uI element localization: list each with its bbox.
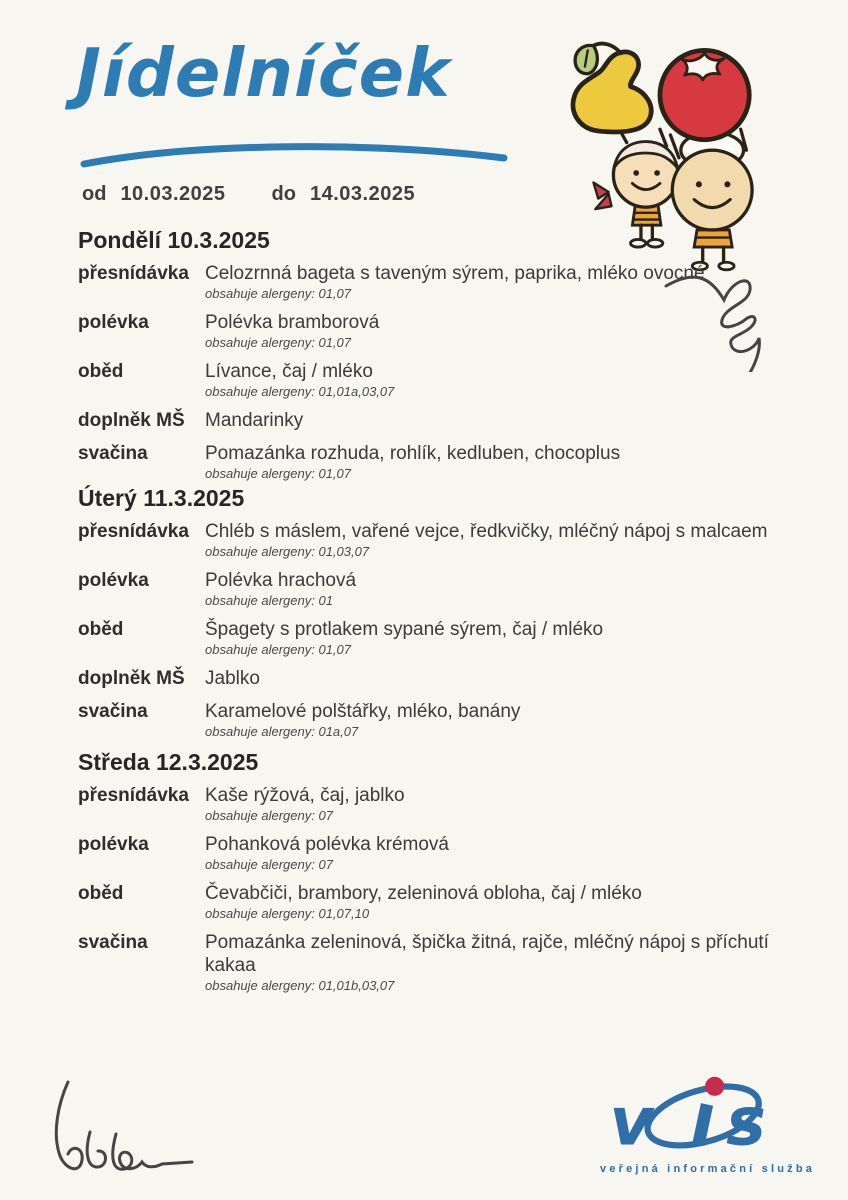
day-section-tuesday xyxy=(78,484,800,749)
meal-label: svačina xyxy=(78,443,148,464)
vis-logo-subtitle: veřejná informační služba xyxy=(600,1163,816,1175)
menu-row xyxy=(78,442,800,481)
meal-label: přesnídávka xyxy=(78,263,189,284)
meal-label: svačina xyxy=(78,932,148,953)
meal-text: Polévka bramborová xyxy=(205,312,380,333)
meal-label: svačina xyxy=(78,701,148,722)
menu-row xyxy=(78,667,800,690)
date-to-label: do xyxy=(271,183,296,205)
page-title: Jídelníček xyxy=(76,34,451,112)
menu-row xyxy=(78,882,800,921)
menu-row xyxy=(78,784,800,823)
pear-icon xyxy=(573,44,651,132)
meal-allergens: obsahuje alergeny: 01,07 xyxy=(205,466,352,481)
meal-text: Kaše rýžová, čaj, jablko xyxy=(205,785,405,806)
menu-row xyxy=(78,409,800,432)
meal-allergens: obsahuje alergeny: 01,07 xyxy=(205,335,352,350)
meal-text: Lívance, čaj / mléko xyxy=(205,361,373,382)
meal-label: oběd xyxy=(78,361,124,382)
menu-row xyxy=(78,931,800,993)
title-underline-swoosh xyxy=(78,138,510,172)
vis-logo-letter-v: v xyxy=(609,1082,654,1158)
meal-allergens: obsahuje alergeny: 07 xyxy=(205,857,333,872)
date-from-value: 10.03.2025 xyxy=(120,183,226,205)
tomato-icon xyxy=(660,50,749,139)
meal-label: polévka xyxy=(78,312,149,333)
meal-text: Jablko xyxy=(205,668,260,689)
date-from-label: od xyxy=(82,183,107,205)
meal-allergens: obsahuje alergeny: 01,03,07 xyxy=(205,544,370,559)
meal-allergens: obsahuje alergeny: 01,07,10 xyxy=(205,906,370,921)
meal-allergens: obsahuje alergeny: 01,07 xyxy=(205,642,352,657)
day-heading: Úterý 11.3.2025 xyxy=(78,485,245,511)
meal-allergens: obsahuje alergeny: 01 xyxy=(205,593,333,608)
meal-allergens: obsahuje alergeny: 01,01b,03,07 xyxy=(205,978,395,993)
meal-text: Karamelové polštářky, mléko, banány xyxy=(205,701,521,722)
meal-text: Mandarinky xyxy=(205,410,304,431)
menu-row xyxy=(78,520,800,559)
vis-logo-block xyxy=(600,1072,814,1175)
meal-text: Polévka hrachová xyxy=(205,570,357,591)
menu-row xyxy=(78,569,800,608)
meal-allergens: obsahuje alergeny: 01,01a,03,07 xyxy=(205,384,395,399)
date-to-value: 14.03.2025 xyxy=(309,183,416,205)
meal-text: Celozrnná bageta s taveným sýrem, paprika, mléko ovocné xyxy=(205,263,705,284)
signature-handwritten-left xyxy=(34,1076,234,1194)
meal-label: přesnídávka xyxy=(78,521,189,542)
meal-label: polévka xyxy=(78,834,149,855)
date-range xyxy=(82,183,415,206)
menu-row xyxy=(78,700,800,739)
menu-row xyxy=(78,618,800,657)
meal-label: oběd xyxy=(78,883,124,904)
meal-allergens: obsahuje alergeny: 01a,07 xyxy=(205,724,359,739)
meal-label: doplněk MŠ xyxy=(78,668,185,689)
vis-logo-letter-i-stem xyxy=(698,1104,707,1144)
vis-logo-letter-s: s xyxy=(726,1082,766,1158)
meal-text: Pomazánka rozhuda, rohlík, kedluben, chocoplus xyxy=(205,443,621,464)
meal-label: oběd xyxy=(78,619,124,640)
day-heading: Středa 12.3.2025 xyxy=(78,749,259,775)
meal-text: Pomazánka zeleninová, špička žitná, rajče, mléčný nápoj s příchutí kakaa xyxy=(205,932,769,976)
meal-text: Pohanková polévka krémová xyxy=(205,834,449,855)
vis-logo-red-dot xyxy=(705,1077,724,1096)
day-heading: Pondělí 10.3.2025 xyxy=(78,227,270,253)
meal-label: přesnídávka xyxy=(78,785,189,806)
vis-logo xyxy=(601,1072,813,1158)
meal-text: Špagety s protlakem sypané sýrem, čaj / mléko xyxy=(205,619,604,640)
meal-text: Chléb s máslem, vařené vejce, ředkvičky, mléčný nápoj s malcaem xyxy=(205,521,768,542)
meal-allergens: obsahuje alergeny: 01,07 xyxy=(205,286,352,301)
meal-allergens: obsahuje alergeny: 07 xyxy=(205,808,333,823)
signature-handwritten-right xyxy=(662,264,814,372)
meal-label: doplněk MŠ xyxy=(78,410,185,431)
menu-row xyxy=(78,833,800,872)
day-section-wednesday xyxy=(78,748,800,1003)
meal-text: Čevabčiči, brambory, zeleninová obloha, čaj / mléko xyxy=(205,883,642,904)
meal-label: polévka xyxy=(78,570,149,591)
